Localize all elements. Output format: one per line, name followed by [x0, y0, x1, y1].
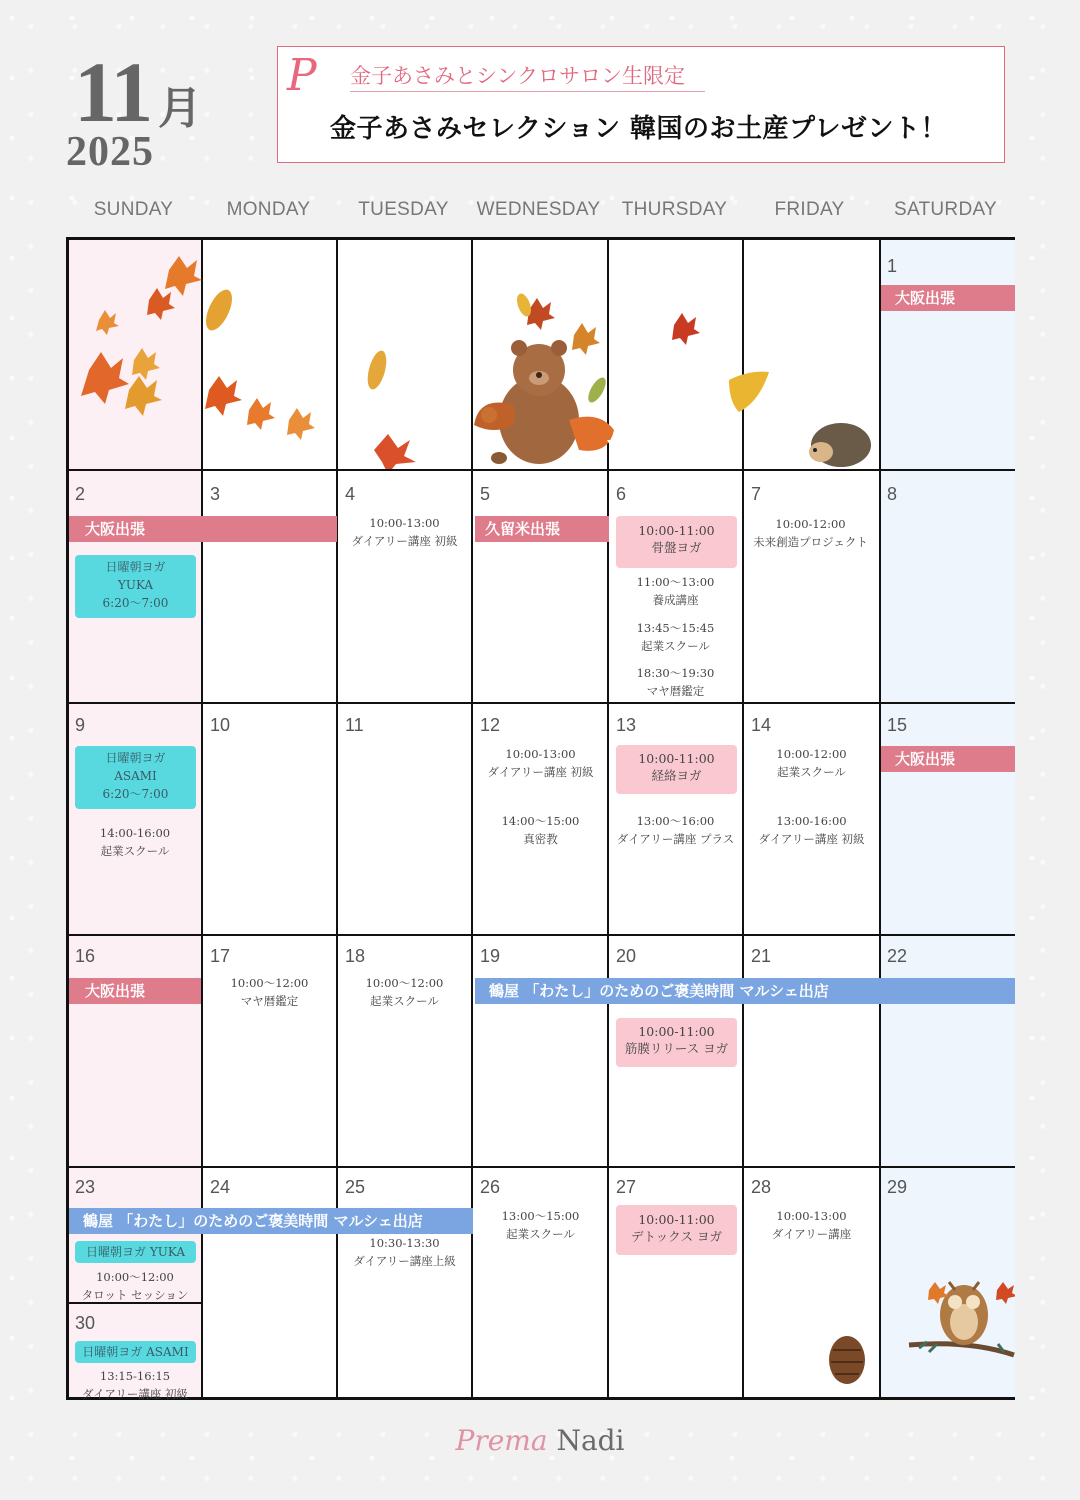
event-pill: 10:00-11:00 筋膜リリース ヨガ: [616, 1018, 737, 1067]
weekday-tuesday: TUESDAY: [358, 199, 449, 220]
pinecone-icon: [829, 1336, 865, 1384]
event-bar: 大阪出張: [881, 746, 1015, 772]
day-number: 28: [751, 1177, 772, 1197]
event-text: 13:15-16:15 ダイアリー講座 初級: [81, 1369, 189, 1401]
grid-line: [69, 1166, 1015, 1168]
event-bar: 大阪出張: [69, 516, 337, 542]
event-pill: 10:00-11:00 デトックス ヨガ: [616, 1205, 737, 1255]
banner-title: 金子あさみセレクション 韓国のお土産プレゼント！: [330, 114, 947, 144]
weekday-friday: FRIDAY: [774, 199, 845, 220]
month-kanji: 月: [158, 83, 202, 134]
day-number: 4: [345, 484, 356, 504]
day-number: 24: [210, 1177, 231, 1197]
day-number: 15: [887, 715, 908, 735]
event-text: 13:00〜16:00 ダイアリー講座 プラス: [616, 814, 735, 846]
grid-line: [69, 702, 1015, 704]
calendar-grid: [66, 237, 1015, 1400]
event-text: 10:00-12:00 未来創造プロジェクト: [753, 517, 868, 549]
day-number: 25: [345, 1177, 366, 1197]
grid-line: [69, 934, 1015, 936]
event-text: 10:00-12:00 起業スクール: [776, 747, 847, 779]
event-bar: 大阪出張: [69, 978, 201, 1004]
leaf-icon: [81, 256, 202, 416]
event-text: 10:00〜12:00 マヤ暦鑑定: [230, 976, 309, 1008]
weekday-thursday: THURSDAY: [621, 199, 728, 220]
weekday-wednesday: WEDNESDAY: [476, 199, 601, 220]
event-bar: 鶴屋 「わたし」のためのご褒美時間 マルシェ出店: [69, 1208, 473, 1234]
event-text: 13:00-16:00 ダイアリー講座 初級: [758, 814, 865, 846]
event-text: 14:00〜15:00 真密教: [501, 814, 580, 846]
weekday-saturday: SATURDAY: [893, 199, 998, 220]
weekday-sunday: SUNDAY: [93, 199, 174, 220]
banner-divider: [350, 91, 705, 92]
event-text: 10:00-13:00 ダイアリー講座 初級: [487, 747, 594, 779]
year: 2025: [66, 129, 154, 175]
event-text: 10:00〜12:00 タロット セッション: [81, 1270, 189, 1302]
day-number: 22: [887, 946, 908, 966]
day-number: 5: [480, 484, 491, 504]
event-text: 10:00-13:00 ダイアリー講座: [771, 1209, 852, 1241]
event-text: 10:00-13:00 ダイアリー講座 初級: [351, 516, 458, 548]
bear-icon: [474, 292, 619, 464]
grid-line: [69, 469, 1015, 471]
event-text: 13:00〜15:00 起業スクール: [501, 1209, 580, 1241]
day-number: 18: [345, 946, 366, 966]
banner-subtitle: 金子あさみとシンクロサロン生限定: [350, 64, 686, 88]
day-number: 7: [751, 484, 762, 504]
day-number: 10: [210, 715, 231, 735]
event-pill: 日曜朝ヨガ YUKA: [75, 1241, 196, 1263]
leaf-icon: [672, 313, 769, 412]
event-bar: 久留米出張: [475, 516, 609, 542]
day-number: 19: [480, 946, 501, 966]
event-text: 18:30〜19:30 マヤ暦鑑定: [636, 666, 715, 698]
banner-logo: P: [287, 50, 317, 101]
month-number: 11: [74, 44, 152, 140]
event-text: 13:45〜15:45 起業スクール: [636, 621, 715, 653]
event-pill: 日曜朝ヨガ YUKA 6:20〜7:00: [75, 555, 196, 618]
day-number: 3: [210, 484, 221, 504]
day-number: 2: [75, 484, 86, 504]
day-number: 20: [616, 946, 637, 966]
brand-logo: Prema Nadi: [455, 1424, 625, 1457]
owl-decoration: [809, 1260, 1015, 1395]
weekday-monday: MONDAY: [226, 199, 311, 220]
day-number: 13: [616, 715, 637, 735]
autumn-decoration: [69, 240, 1015, 469]
day-number: 12: [480, 715, 501, 735]
day-number: 30: [75, 1313, 96, 1333]
event-pill: 10:00-11:00 経絡ヨガ: [616, 745, 737, 794]
day-number: 27: [616, 1177, 637, 1197]
day-number: 17: [210, 946, 231, 966]
day-number: 6: [616, 484, 627, 504]
hedgehog-icon: [809, 423, 871, 467]
day-number: 16: [75, 946, 96, 966]
day-number: 8: [887, 484, 898, 504]
event-bar: 大阪出張: [881, 285, 1015, 311]
owl-icon: [909, 1282, 1015, 1355]
day-number: 9: [75, 715, 86, 735]
event-text: 14:00-16:00 起業スクール: [99, 826, 171, 858]
day-number: 1: [887, 256, 898, 276]
day-number: 11: [345, 715, 364, 735]
day-number: 21: [751, 946, 772, 966]
leaf-icon: [364, 349, 416, 469]
event-bar: 鶴屋 「わたし」のためのご褒美時間 マルシェ出店: [475, 978, 1015, 1004]
day-number: 29: [887, 1177, 908, 1197]
event-pill: 日曜朝ヨガ ASAMI 6:20〜7:00: [75, 746, 196, 809]
day-number: 23: [75, 1177, 96, 1197]
day-number: 14: [751, 715, 772, 735]
event-text: 10:00〜12:00 起業スクール: [365, 976, 444, 1008]
leaf-icon: [201, 286, 315, 440]
event-pill: 日曜朝ヨガ ASAMI: [75, 1341, 196, 1363]
event-text: 11:00〜13:00 養成講座: [636, 575, 715, 607]
day-number: 26: [480, 1177, 501, 1197]
event-text: 10:30-13:30 ダイアリー講座上級: [353, 1236, 456, 1268]
event-pill: 10:00-11:00 骨盤ヨガ: [616, 516, 737, 568]
